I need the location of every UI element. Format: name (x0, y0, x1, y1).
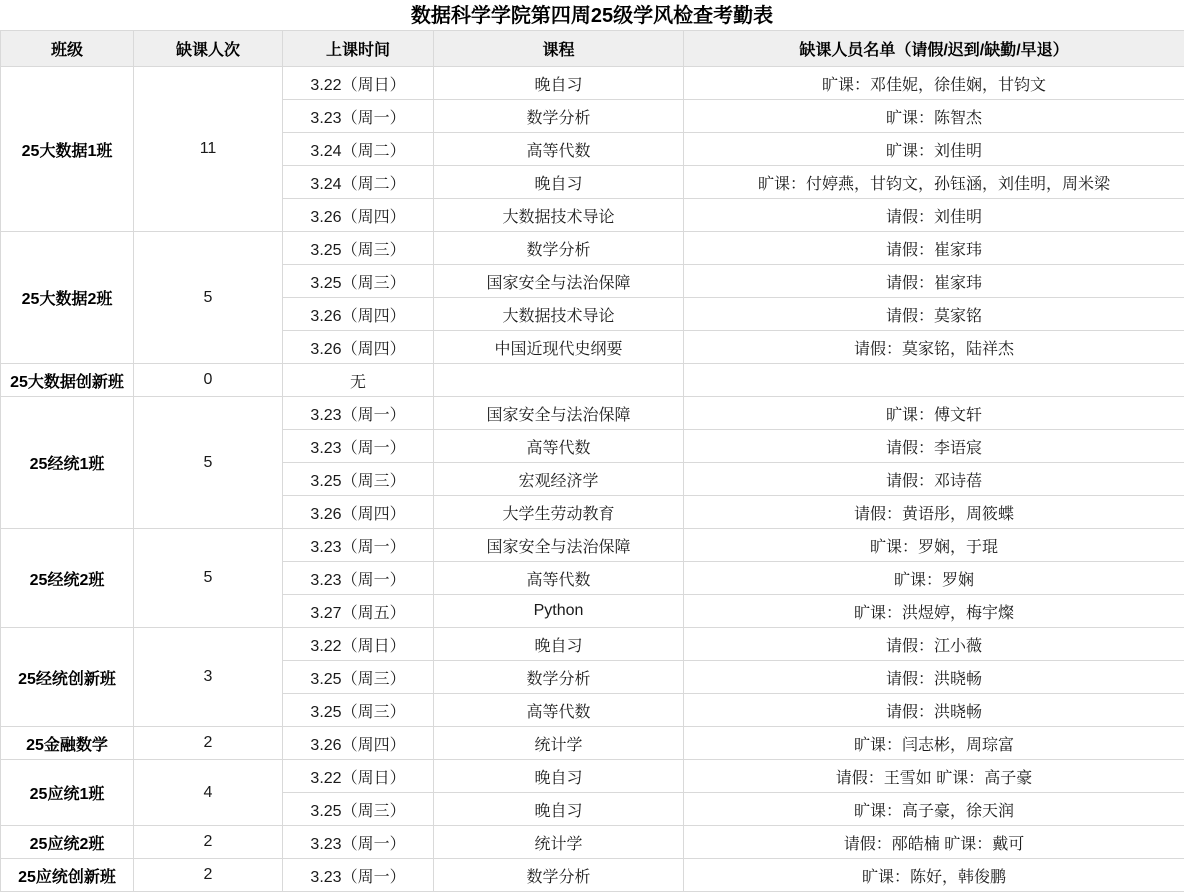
course-cell[interactable]: 大数据技术导论 (434, 199, 684, 232)
absentee-list-cell[interactable]: 请假：邓诗蓓 (684, 463, 1184, 496)
column-header-absence-count[interactable]: 缺课人次 (134, 31, 283, 67)
course-cell[interactable]: 国家安全与法治保障 (434, 397, 684, 430)
class-name-cell[interactable]: 25大数据创新班 (1, 364, 134, 397)
column-header-time[interactable]: 上课时间 (283, 31, 434, 67)
time-cell[interactable]: 3.25（周三） (283, 463, 434, 496)
absentee-list-cell[interactable]: 旷课：罗娴 (684, 562, 1184, 595)
absentee-list-cell[interactable]: 请假：洪晓畅 (684, 694, 1184, 727)
absentee-list-cell[interactable]: 请假：邴皓楠 旷课：戴可 (684, 826, 1184, 859)
class-name-cell[interactable]: 25经统1班 (1, 397, 134, 529)
course-cell[interactable]: Python (434, 595, 684, 628)
time-cell[interactable]: 3.23（周一） (283, 397, 434, 430)
time-cell[interactable]: 3.26（周四） (283, 199, 434, 232)
absentee-list-cell[interactable]: 请假：洪晓畅 (684, 661, 1184, 694)
time-cell[interactable]: 3.22（周日） (283, 760, 434, 793)
time-cell[interactable]: 3.22（周日） (283, 628, 434, 661)
course-cell[interactable]: 数学分析 (434, 859, 684, 892)
course-cell[interactable]: 数学分析 (434, 232, 684, 265)
time-cell[interactable]: 3.23（周一） (283, 562, 434, 595)
table-row (1, 628, 1184, 661)
absentee-list-cell[interactable]: 旷课：罗娴，于琨 (684, 529, 1184, 562)
course-cell[interactable]: 数学分析 (434, 661, 684, 694)
table-row (1, 760, 1184, 793)
time-cell[interactable]: 3.24（周二） (283, 133, 434, 166)
table-row (1, 859, 1184, 892)
absence-count-cell[interactable]: 4 (134, 760, 283, 826)
absence-count-cell[interactable]: 2 (134, 826, 283, 859)
absentee-list-cell[interactable]: 请假：莫家铭，陆祥杰 (684, 331, 1184, 364)
time-cell[interactable]: 3.23（周一） (283, 859, 434, 892)
class-name-cell[interactable]: 25金融数学 (1, 727, 134, 760)
time-cell[interactable]: 3.25（周三） (283, 793, 434, 826)
absence-count-cell[interactable]: 5 (134, 232, 283, 364)
course-cell[interactable]: 晚自习 (434, 628, 684, 661)
table-row (1, 232, 1184, 265)
time-cell[interactable]: 3.25（周三） (283, 694, 434, 727)
absentee-list-cell[interactable]: 旷课：刘佳明 (684, 133, 1184, 166)
class-name-cell[interactable]: 25经统2班 (1, 529, 134, 628)
class-name-cell[interactable]: 25经统创新班 (1, 628, 134, 727)
header-row (1, 31, 1184, 67)
absentee-list-cell[interactable]: 旷课：高子豪，徐天润 (684, 793, 1184, 826)
absentee-list-cell[interactable]: 旷课：闫志彬，周琮富 (684, 727, 1184, 760)
class-name-cell[interactable]: 25大数据2班 (1, 232, 134, 364)
absentee-list-cell[interactable]: 请假：刘佳明 (684, 199, 1184, 232)
absence-count-cell[interactable]: 0 (134, 364, 283, 397)
time-cell[interactable]: 3.25（周三） (283, 232, 434, 265)
absentee-list-cell[interactable]: 旷课：洪煜婷，梅宇燦 (684, 595, 1184, 628)
table-row (1, 67, 1184, 100)
time-cell[interactable]: 3.25（周三） (283, 661, 434, 694)
time-cell[interactable]: 3.25（周三） (283, 265, 434, 298)
course-cell[interactable]: 晚自习 (434, 67, 684, 100)
absentee-list-cell[interactable]: 请假：黄语彤，周筱蝶 (684, 496, 1184, 529)
course-cell[interactable]: 统计学 (434, 826, 684, 859)
course-cell[interactable]: 晚自习 (434, 793, 684, 826)
course-cell[interactable]: 高等代数 (434, 133, 684, 166)
table-header (1, 31, 1184, 67)
column-header-class[interactable]: 班级 (1, 31, 134, 67)
course-cell[interactable]: 高等代数 (434, 694, 684, 727)
course-cell[interactable]: 大学生劳动教育 (434, 496, 684, 529)
course-cell[interactable]: 国家安全与法治保障 (434, 529, 684, 562)
table-row (1, 364, 1184, 397)
course-cell[interactable]: 宏观经济学 (434, 463, 684, 496)
course-cell[interactable]: 晚自习 (434, 760, 684, 793)
attendance-table-body (1, 67, 1184, 892)
table-row (1, 397, 1184, 430)
time-cell[interactable]: 3.26（周四） (283, 727, 434, 760)
column-header-course[interactable]: 课程 (434, 31, 684, 67)
absentee-list-cell[interactable]: 请假：崔家玮 (684, 265, 1184, 298)
course-cell[interactable] (434, 364, 684, 397)
time-cell[interactable]: 3.26（周四） (283, 298, 434, 331)
course-cell[interactable]: 国家安全与法治保障 (434, 265, 684, 298)
course-cell[interactable]: 晚自习 (434, 166, 684, 199)
absentee-list-cell[interactable]: 请假：莫家铭 (684, 298, 1184, 331)
absentee-list-cell[interactable] (684, 364, 1184, 397)
time-cell[interactable]: 3.27（周五） (283, 595, 434, 628)
time-cell[interactable]: 3.24（周二） (283, 166, 434, 199)
time-cell[interactable]: 3.23（周一） (283, 100, 434, 133)
attendance-table (0, 30, 1184, 892)
course-cell[interactable]: 数学分析 (434, 100, 684, 133)
absentee-list-cell[interactable]: 请假：王雪如 旷课：高子豪 (684, 760, 1184, 793)
absentee-list-cell[interactable]: 旷课：付婷燕，甘钧文，孙钰涵，刘佳明，周米梁 (684, 166, 1184, 199)
absence-count-cell[interactable]: 2 (134, 859, 283, 892)
table-row (1, 826, 1184, 859)
time-cell[interactable]: 3.26（周四） (283, 496, 434, 529)
time-cell[interactable]: 3.23（周一） (283, 430, 434, 463)
course-cell[interactable]: 中国近现代史纲要 (434, 331, 684, 364)
time-cell[interactable]: 3.22（周日） (283, 67, 434, 100)
absence-count-cell[interactable]: 11 (134, 67, 283, 232)
time-cell[interactable]: 3.23（周一） (283, 529, 434, 562)
time-cell[interactable]: 3.23（周一） (283, 826, 434, 859)
absence-count-cell[interactable]: 3 (134, 628, 283, 727)
class-name-cell[interactable]: 25应统2班 (1, 826, 134, 859)
course-cell[interactable]: 高等代数 (434, 562, 684, 595)
course-cell[interactable]: 统计学 (434, 727, 684, 760)
absence-count-cell[interactable]: 2 (134, 727, 283, 760)
course-cell[interactable]: 高等代数 (434, 430, 684, 463)
absentee-list-cell[interactable]: 请假：江小薇 (684, 628, 1184, 661)
absentee-list-cell[interactable]: 旷课：陈好，韩俊鹏 (684, 859, 1184, 892)
absence-count-cell[interactable]: 5 (134, 529, 283, 628)
absence-count-cell[interactable]: 5 (134, 397, 283, 529)
class-name-cell[interactable]: 25应统1班 (1, 760, 134, 826)
absentee-list-cell[interactable]: 请假：李语宸 (684, 430, 1184, 463)
time-cell[interactable]: 3.26（周四） (283, 331, 434, 364)
time-cell[interactable]: 无 (283, 364, 434, 397)
table-row (1, 727, 1184, 760)
class-name-cell[interactable]: 25应统创新班 (1, 859, 134, 892)
absentee-list-cell[interactable]: 旷课：傅文轩 (684, 397, 1184, 430)
column-header-absentee-list[interactable]: 缺课人员名单（请假/迟到/缺勤/早退） (684, 31, 1184, 67)
page-title: 数据科学学院第四周25级学风检查考勤表 (410, 5, 774, 27)
table-row (1, 529, 1184, 562)
absentee-list-cell[interactable]: 旷课：陈智杰 (684, 100, 1184, 133)
absentee-list-cell[interactable]: 请假：崔家玮 (684, 232, 1184, 265)
class-name-cell[interactable]: 25大数据1班 (1, 67, 134, 232)
course-cell[interactable]: 大数据技术导论 (434, 298, 684, 331)
absentee-list-cell[interactable]: 旷课：邓佳妮，徐佳娴，甘钧文 (684, 67, 1184, 100)
